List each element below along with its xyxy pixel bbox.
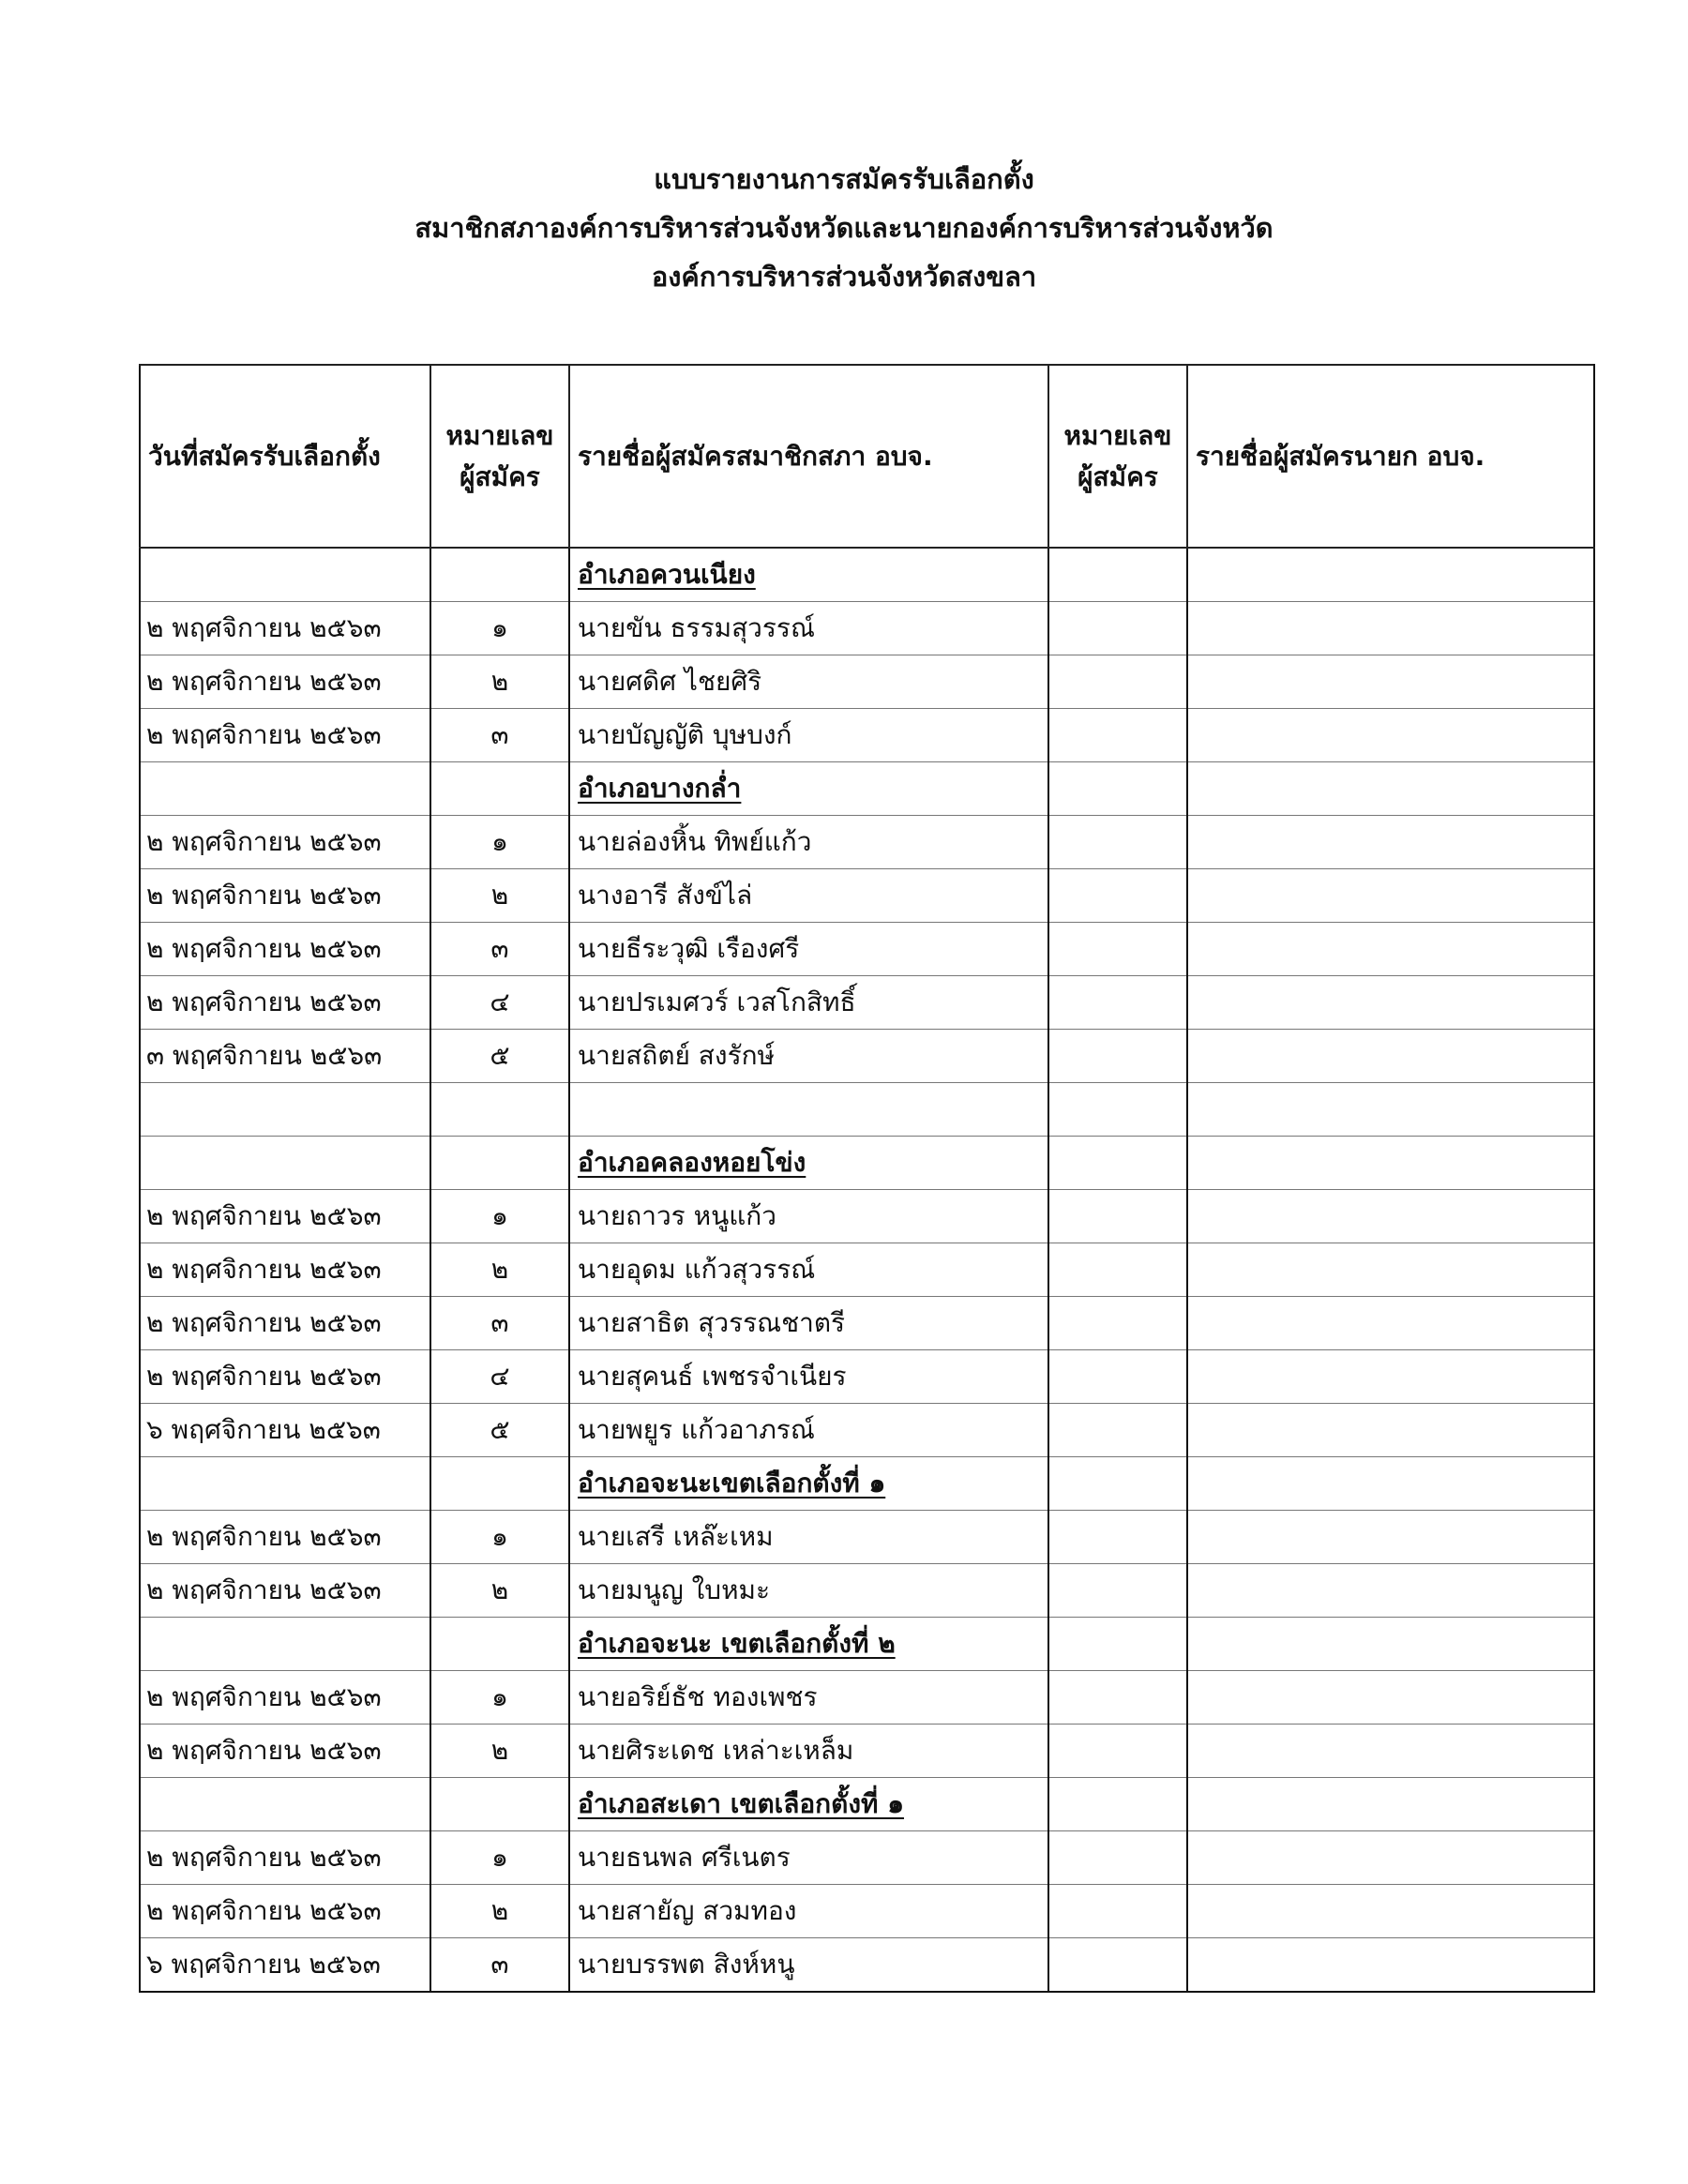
candidate-number-cell: ๔ <box>430 1350 569 1404</box>
candidate-name-cell <box>569 1190 1048 1243</box>
application-date-cell <box>140 548 430 602</box>
table-row <box>140 709 1594 762</box>
application-date-cell: ๒ พฤศจิกายน ๒๕๖๓ <box>140 655 430 709</box>
mayor-name-cell <box>1187 762 1594 816</box>
application-date-cell: ๒ พฤศจิกายน ๒๕๖๓ <box>140 1511 430 1564</box>
table-body <box>140 548 1594 1992</box>
application-date-cell <box>140 1457 430 1511</box>
district-name-cell <box>569 1618 1048 1671</box>
table-header-row <box>140 365 1594 548</box>
mayor-number-cell <box>1048 1350 1187 1404</box>
candidate-name: นายพยูร แก้วอาภรณ์ <box>578 1414 815 1445</box>
candidate-number-cell <box>430 1457 569 1511</box>
mayor-name-cell <box>1187 1778 1594 1831</box>
candidate-number-cell: ๑ <box>430 1511 569 1564</box>
mayor-number-cell <box>1048 1243 1187 1297</box>
table-row <box>140 1350 1594 1404</box>
candidate-number-cell: ๔ <box>430 976 569 1030</box>
candidate-number-cell: ๑ <box>430 1831 569 1885</box>
candidate-name-cell <box>569 1831 1048 1885</box>
mayor-number-cell <box>1048 1778 1187 1831</box>
table-row <box>140 1938 1594 1993</box>
candidate-name-cell <box>569 1564 1048 1618</box>
mayor-number-cell <box>1048 816 1187 869</box>
district-name-cell <box>569 1778 1048 1831</box>
candidate-name: นายสถิตย์ สงรักษ์ <box>578 1040 776 1071</box>
candidate-name-cell <box>569 1030 1048 1083</box>
candidate-number-cell: ๒ <box>430 869 569 923</box>
application-date-cell: ๒ พฤศจิกายน ๒๕๖๓ <box>140 1350 430 1404</box>
table-row <box>140 816 1594 869</box>
candidate-name-cell <box>569 1083 1048 1137</box>
candidate-number-cell: ๓ <box>430 1938 569 1993</box>
district-name-cell <box>569 1457 1048 1511</box>
table-row <box>140 923 1594 976</box>
title-line-3: องค์การบริหารส่วนจังหวัดสงขลา <box>651 261 1037 293</box>
table-row <box>140 1190 1594 1243</box>
candidate-name-cell <box>569 869 1048 923</box>
mayor-number-cell <box>1048 1618 1187 1671</box>
application-date-cell: ๒ พฤศจิกายน ๒๕๖๓ <box>140 869 430 923</box>
candidate-name-cell <box>569 1404 1048 1457</box>
mayor-name-cell <box>1187 1083 1594 1137</box>
mayor-number-cell <box>1048 923 1187 976</box>
candidate-name-cell <box>569 602 1048 655</box>
table-row <box>140 1831 1594 1885</box>
candidate-name: นายศดิศ ไชยศิริ <box>578 666 762 697</box>
district-row <box>140 1778 1594 1831</box>
application-date-cell: ๒ พฤศจิกายน ๒๕๖๓ <box>140 1190 430 1243</box>
candidate-name-cell <box>569 816 1048 869</box>
mayor-number-cell <box>1048 976 1187 1030</box>
mayor-name-cell <box>1187 1885 1594 1938</box>
candidate-number-cell: ๒ <box>430 1885 569 1938</box>
mayor-number-cell <box>1048 1671 1187 1725</box>
district-name-cell <box>569 762 1048 816</box>
table-row <box>140 1725 1594 1778</box>
table-row <box>140 1297 1594 1350</box>
mayor-name-cell <box>1187 1671 1594 1725</box>
candidate-name-cell <box>569 923 1048 976</box>
district-row <box>140 548 1594 602</box>
application-date-cell: ๒ พฤศจิกายน ๒๕๖๓ <box>140 923 430 976</box>
candidate-name-cell <box>569 1297 1048 1350</box>
candidate-name: นายอุดม แก้วสุวรรณ์ <box>578 1254 816 1285</box>
application-date-cell: ๒ พฤศจิกายน ๒๕๖๓ <box>140 709 430 762</box>
mayor-name-cell <box>1187 869 1594 923</box>
mayor-number-cell <box>1048 1457 1187 1511</box>
table-row <box>140 976 1594 1030</box>
header-number-line1: หมายเลข <box>445 419 554 451</box>
table-row <box>140 1243 1594 1297</box>
candidate-number-cell <box>430 1778 569 1831</box>
mayor-number-cell <box>1048 1190 1187 1243</box>
candidate-name: นายบรรพต สิงห์หนู <box>578 1949 795 1980</box>
application-date-cell: ๒ พฤศจิกายน ๒๕๖๓ <box>140 1671 430 1725</box>
mayor-number-cell <box>1048 869 1187 923</box>
candidate-number-cell: ๒ <box>430 1725 569 1778</box>
mayor-name-cell <box>1187 976 1594 1030</box>
application-date-cell <box>140 1083 430 1137</box>
table-row <box>140 1564 1594 1618</box>
candidate-name: นายสาธิต สุวรรณชาตรี <box>578 1307 846 1338</box>
mayor-number-cell <box>1048 1938 1187 1993</box>
mayor-name-cell <box>1187 1243 1594 1297</box>
table-row <box>140 602 1594 655</box>
mayor-number-cell <box>1048 1137 1187 1190</box>
candidate-number-cell: ๑ <box>430 1190 569 1243</box>
table-row <box>140 1885 1594 1938</box>
candidate-name-cell <box>569 1243 1048 1297</box>
candidate-number-cell: ๑ <box>430 1671 569 1725</box>
header-number <box>430 365 569 548</box>
mayor-name-cell <box>1187 1457 1594 1511</box>
district-row <box>140 1618 1594 1671</box>
header-mayor-number <box>1048 365 1187 548</box>
candidate-name: นายเสรี เหล๊ะเหม <box>578 1521 774 1552</box>
candidate-name-cell <box>569 1671 1048 1725</box>
application-date-cell <box>140 762 430 816</box>
candidate-name-cell <box>569 1511 1048 1564</box>
district-name-cell <box>569 1137 1048 1190</box>
mayor-number-cell <box>1048 1083 1187 1137</box>
candidate-number-cell <box>430 1137 569 1190</box>
candidate-name: นายอริย์ธัช ทองเพชร <box>578 1681 818 1712</box>
district-row <box>140 1137 1594 1190</box>
application-date-cell <box>140 1137 430 1190</box>
district-name: อำเภอจะนะเขตเลือกตั้งที่ ๑ <box>578 1468 886 1499</box>
mayor-number-cell <box>1048 1030 1187 1083</box>
title-line-2: สมาชิกสภาองค์การบริหารส่วนจังหวัดและนายกองค์การบริหารส่วนจังหวัด <box>414 212 1274 244</box>
candidate-name: นายมนูญ ใบหมะ <box>578 1574 771 1605</box>
mayor-name-cell <box>1187 1725 1594 1778</box>
mayor-name-cell <box>1187 1831 1594 1885</box>
candidate-name: นายล่องหิ้น ทิพย์แก้ว <box>578 826 812 857</box>
mayor-name-cell <box>1187 1030 1594 1083</box>
header-council-candidates: รายชื่อผู้สมัครสมาชิกสภา อบจ. <box>569 365 1048 548</box>
candidate-name-cell <box>569 1938 1048 1993</box>
application-date-cell: ๒ พฤศจิกายน ๒๕๖๓ <box>140 816 430 869</box>
candidate-table <box>139 364 1595 1993</box>
mayor-name-cell <box>1187 548 1594 602</box>
mayor-number-cell <box>1048 1404 1187 1457</box>
district-name: อำเภอบางกล่ำ <box>578 773 742 804</box>
mayor-number-cell <box>1048 655 1187 709</box>
candidate-name-cell <box>569 709 1048 762</box>
candidate-name-cell <box>569 1350 1048 1404</box>
mayor-name-cell <box>1187 1190 1594 1243</box>
candidate-number-cell: ๓ <box>430 709 569 762</box>
candidate-name: นางอารี สังข์ไล่ <box>578 880 753 911</box>
candidate-name: นายสายัญ สวมทอง <box>578 1895 797 1926</box>
mayor-name-cell <box>1187 1618 1594 1671</box>
candidate-name-cell <box>569 1885 1048 1938</box>
district-name: อำเภอจะนะ เขตเลือกตั้งที่ ๒ <box>578 1628 896 1659</box>
mayor-name-cell <box>1187 1350 1594 1404</box>
title-line-1: แบบรายงานการสมัครรับเลือกตั้ง <box>654 163 1034 195</box>
candidate-name: นายธนพล ศรีเนตร <box>578 1842 791 1873</box>
table-row <box>140 1030 1594 1083</box>
table-row <box>140 655 1594 709</box>
district-row <box>140 762 1594 816</box>
candidate-number-cell <box>430 1618 569 1671</box>
candidate-number-cell: ๒ <box>430 1243 569 1297</box>
header-mayor-number-line2: ผู้สมัคร <box>1078 460 1158 492</box>
table-row <box>140 1511 1594 1564</box>
candidate-number-cell <box>430 762 569 816</box>
candidate-number-cell: ๕ <box>430 1404 569 1457</box>
candidate-name: นายสุคนธ์ เพชรจำเนียร <box>578 1361 847 1392</box>
mayor-name-cell <box>1187 1564 1594 1618</box>
candidate-number-cell: ๑ <box>430 816 569 869</box>
mayor-number-cell <box>1048 1564 1187 1618</box>
application-date-cell: ๒ พฤศจิกายน ๒๕๖๓ <box>140 1885 430 1938</box>
candidate-number-cell: ๓ <box>430 923 569 976</box>
mayor-name-cell <box>1187 602 1594 655</box>
candidate-name: นายถาวร หนูแก้ว <box>578 1200 776 1231</box>
mayor-number-cell <box>1048 709 1187 762</box>
application-date-cell: ๖ พฤศจิกายน ๒๕๖๓ <box>140 1938 430 1993</box>
mayor-name-cell <box>1187 1511 1594 1564</box>
candidate-number-cell: ๕ <box>430 1030 569 1083</box>
application-date-cell: ๒ พฤศจิกายน ๒๕๖๓ <box>140 1725 430 1778</box>
district-name-cell <box>569 548 1048 602</box>
mayor-name-cell <box>1187 1404 1594 1457</box>
application-date-cell: ๖ พฤศจิกายน ๒๕๖๓ <box>140 1404 430 1457</box>
mayor-number-cell <box>1048 1885 1187 1938</box>
application-date-cell: ๒ พฤศจิกายน ๒๕๖๓ <box>140 602 430 655</box>
mayor-name-cell <box>1187 655 1594 709</box>
mayor-name-cell <box>1187 709 1594 762</box>
application-date-cell: ๒ พฤศจิกายน ๒๕๖๓ <box>140 976 430 1030</box>
mayor-number-cell <box>1048 602 1187 655</box>
table-row <box>140 1083 1594 1137</box>
candidate-name-cell <box>569 655 1048 709</box>
mayor-name-cell <box>1187 1297 1594 1350</box>
candidate-name: นายขัน ธรรมสุวรรณ์ <box>578 612 815 643</box>
application-date-cell: ๒ พฤศจิกายน ๒๕๖๓ <box>140 1243 430 1297</box>
district-name: อำเภอสะเดา เขตเลือกตั้งที่ ๑ <box>578 1788 904 1819</box>
application-date-cell <box>140 1618 430 1671</box>
mayor-number-cell <box>1048 1725 1187 1778</box>
application-date-cell: ๒ พฤศจิกายน ๒๕๖๓ <box>140 1564 430 1618</box>
mayor-number-cell <box>1048 1831 1187 1885</box>
district-row <box>140 1457 1594 1511</box>
candidate-name-cell <box>569 1725 1048 1778</box>
mayor-number-cell <box>1048 762 1187 816</box>
candidate-number-cell: ๒ <box>430 655 569 709</box>
mayor-number-cell <box>1048 548 1187 602</box>
candidate-name-cell <box>569 976 1048 1030</box>
candidate-number-cell: ๓ <box>430 1297 569 1350</box>
candidate-number-cell: ๑ <box>430 602 569 655</box>
table-row <box>140 1404 1594 1457</box>
candidate-number-cell: ๒ <box>430 1564 569 1618</box>
district-name: อำเภอคลองหอยโข่ง <box>578 1147 806 1178</box>
mayor-name-cell <box>1187 1137 1594 1190</box>
header-mayor-number-line1: หมายเลข <box>1063 419 1172 451</box>
mayor-name-cell <box>1187 816 1594 869</box>
mayor-name-cell <box>1187 923 1594 976</box>
district-name: อำเภอควนเนียง <box>578 559 756 590</box>
application-date-cell: ๓ พฤศจิกายน ๒๕๖๓ <box>140 1030 430 1083</box>
application-date-cell: ๒ พฤศจิกายน ๒๕๖๓ <box>140 1831 430 1885</box>
table-row <box>140 869 1594 923</box>
mayor-number-cell <box>1048 1297 1187 1350</box>
mayor-number-cell <box>1048 1511 1187 1564</box>
mayor-name-cell <box>1187 1938 1594 1993</box>
candidate-number-cell <box>430 1083 569 1137</box>
candidate-name: นายปรเมศวร์ เวสโกสิทธิ์ <box>578 987 856 1017</box>
report-title <box>0 155 1688 301</box>
header-number-line2: ผู้สมัคร <box>460 460 540 492</box>
header-date: วันที่สมัครรับเลือกตั้ง <box>140 365 430 548</box>
candidate-number-cell <box>430 548 569 602</box>
header-mayor-candidates: รายชื่อผู้สมัครนายก อบจ. <box>1187 365 1594 548</box>
candidate-name: นายศิระเดช เหล่าะเหล็ม <box>578 1735 854 1766</box>
application-date-cell: ๒ พฤศจิกายน ๒๕๖๓ <box>140 1297 430 1350</box>
candidate-name: นายธีระวุฒิ เรืองศรี <box>578 933 800 964</box>
application-date-cell <box>140 1778 430 1831</box>
candidate-name: นายบัญญัติ บุษบงก์ <box>578 719 792 750</box>
table-row <box>140 1671 1594 1725</box>
